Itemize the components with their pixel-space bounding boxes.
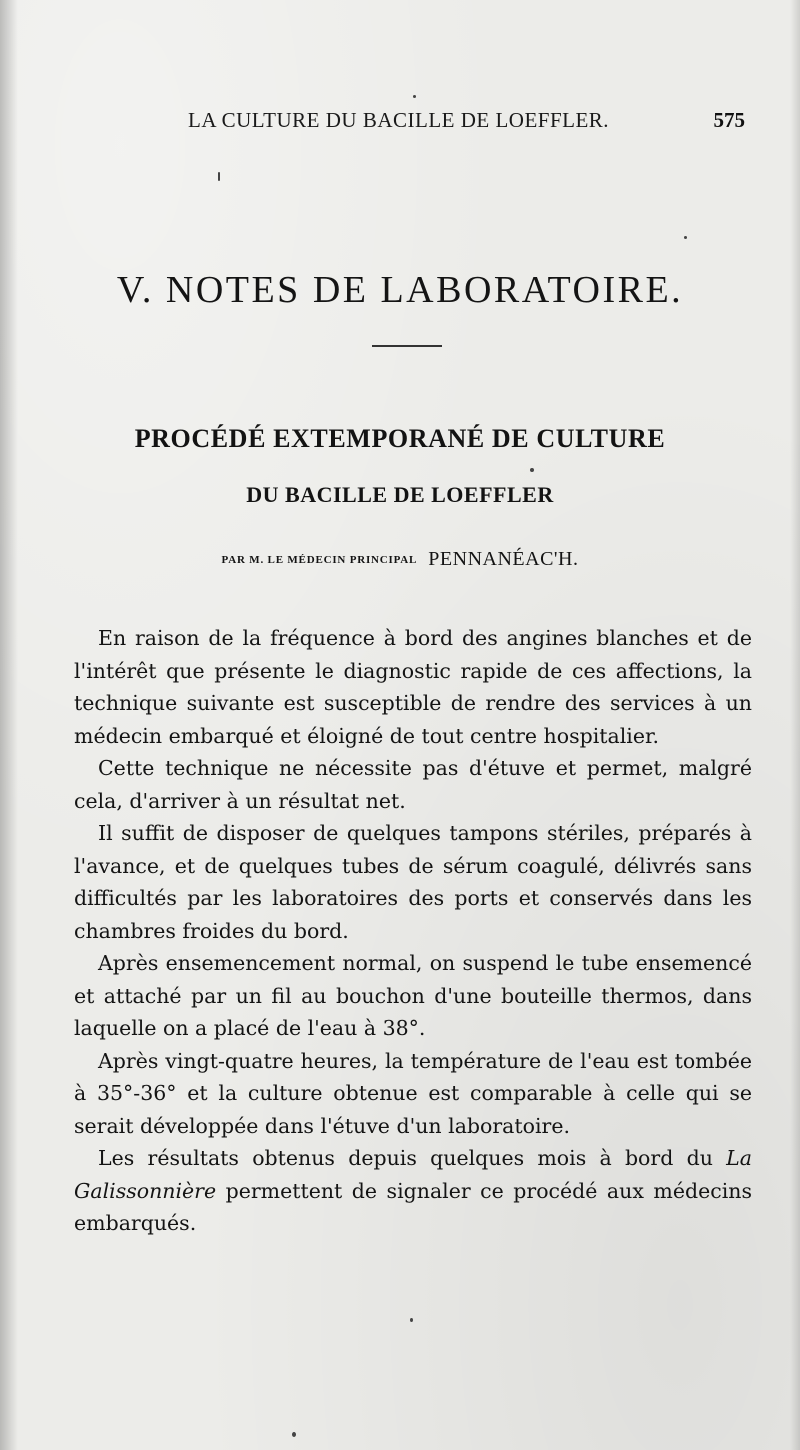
paper-speck [410, 1318, 413, 1322]
article-title-line-2: DU BACILLE DE LOEFFLER [246, 482, 554, 507]
paragraph-5: Après vingt-quatre heures, la température de l'eau est tombée à 35°-36° et la culture obtenue est comparable à celle qui se serait développée dans l'étuve d'un laboratoire. [74, 1048, 752, 1138]
paragraph-3: Il suffit de disposer de quelques tampons stériles, préparés à l'avance, et de quelques tubes de sérum coagulé, délivrés sans difficultés par les laboratoires des ports et conservés dans les chambres froides du bord. [74, 821, 752, 943]
paragraph-4: Après ensemencement normal, on suspend le tube ensemencé et attaché par un fil au bouchon d'une bouteille thermos, dans laquelle on a placé de l'eau à 38°. [74, 951, 752, 1040]
byline [0, 548, 800, 571]
paragraph-2: Cette technique ne nécessite pas d'étuve et permet, malgré cela, d'arriver à un résultat net. [74, 756, 752, 813]
article-title-line-1: PROCÉDÉ EXTEMPORANÉ DE CULTURE [134, 424, 666, 453]
section-title: V. NOTES DE LABORATOIRE. [116, 269, 684, 311]
byline-author: PENNANÉAC'H. [428, 548, 579, 570]
running-head-title: LA CULTURE DU BACILLE DE LOEFFLER. [188, 108, 610, 132]
paragraph-6-end: permettent de signaler ce procédé aux médecins embarqués. [74, 1178, 752, 1235]
title-divider [372, 345, 442, 347]
paragraph-6 [74, 1142, 752, 1240]
paper-speck [684, 236, 687, 239]
ship-name: La Galissonnière [74, 1146, 752, 1203]
paper-speck [413, 95, 416, 98]
page-gutter-shadow [0, 0, 18, 1450]
page-edge-shadow [790, 0, 800, 1450]
page-number: 575 [713, 108, 745, 132]
running-head [100, 108, 745, 138]
paper-speck [530, 468, 534, 472]
paragraph-1: En raison de la fréquence à bord des angines blanches et de l'intérêt que présente le diagnostic rapide de ces affections, la technique suivante est susceptible de rendre des services à un médecin embarqué et éloigné de tout centre hospitalier. [74, 626, 752, 748]
byline-prefix: PAR M. LE MÉDECIN PRINCIPAL [221, 554, 418, 566]
paragraph-6-start: Les résultats obtenus depuis quelques mois à bord du [98, 1146, 727, 1170]
paper-speck [292, 1432, 296, 1437]
article-body [74, 622, 752, 1240]
paper-speck [218, 172, 220, 181]
